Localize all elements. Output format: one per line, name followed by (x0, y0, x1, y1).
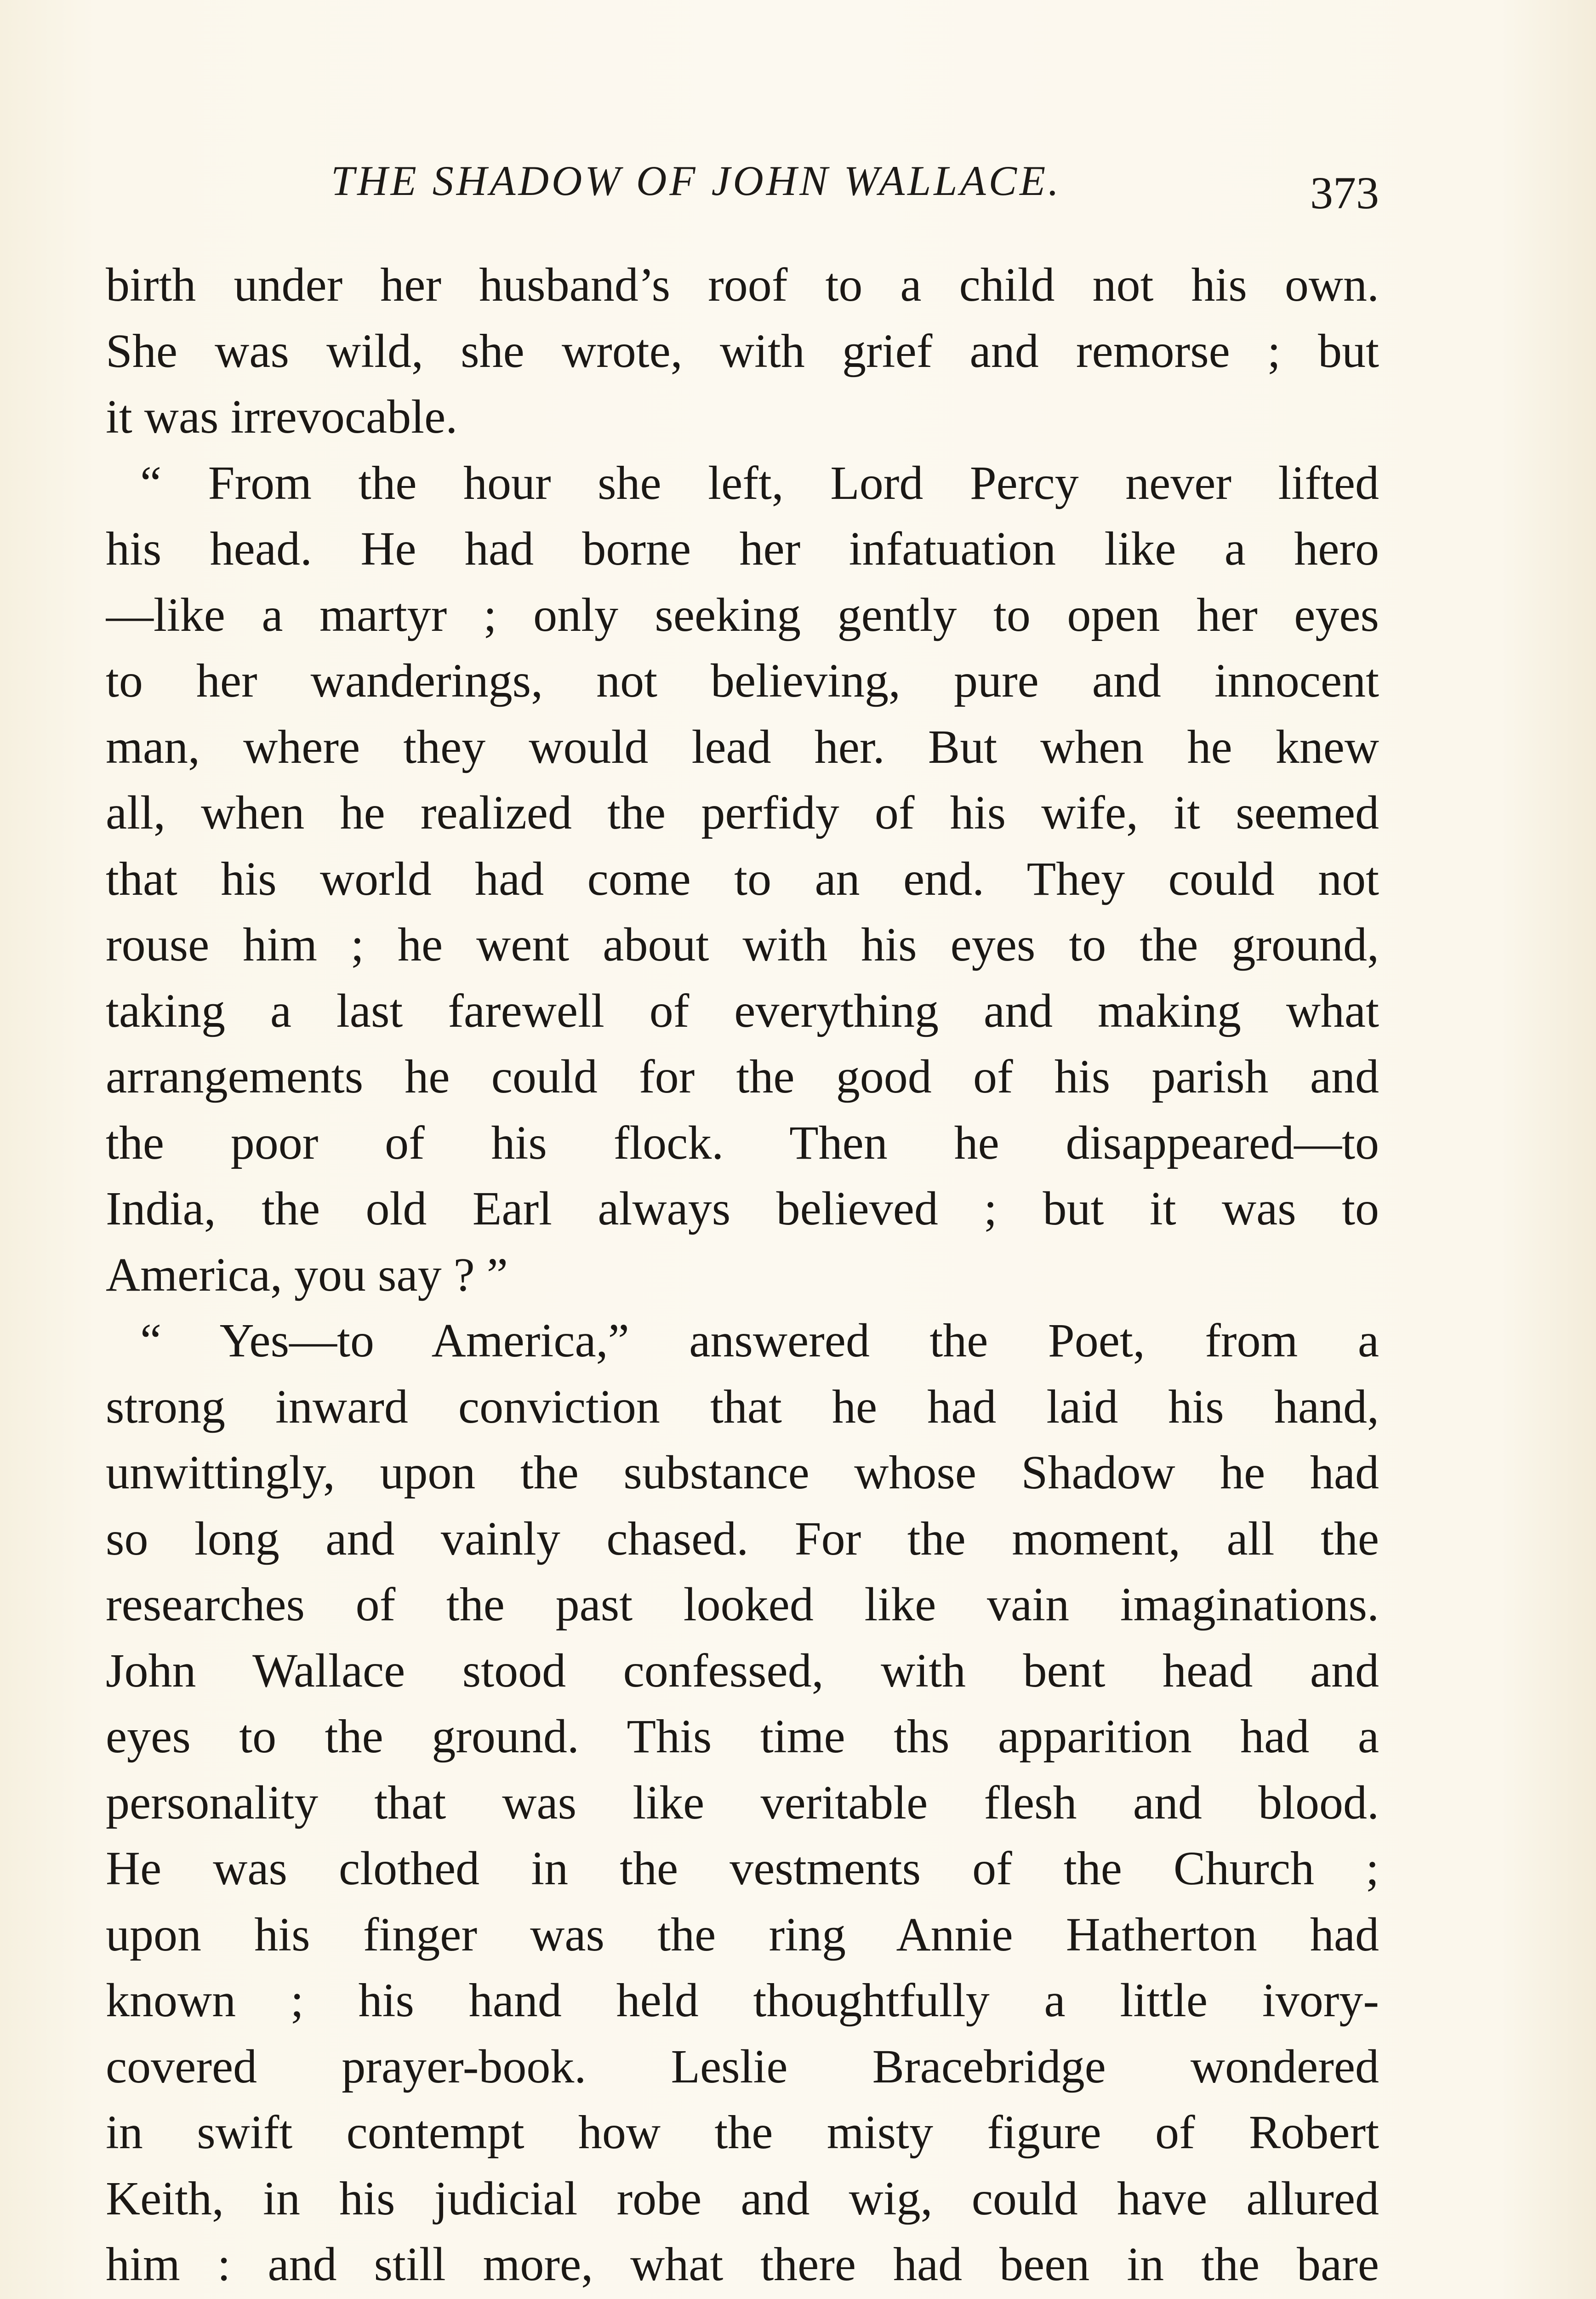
text-line: all, when he realized the perfidy of his wife, it seemed (106, 786, 1379, 839)
text-line: unwittingly, upon the substance whose Shadow he had (106, 1446, 1379, 1499)
text-line: eyes to the ground. This time ths apparition had a (106, 1710, 1379, 1763)
text-line: that his world had come to an end. They could not (106, 852, 1379, 905)
text-line: the poor of his flock. Then he disappeared—to (106, 1116, 1379, 1169)
text-line: India, the old Earl always believed ; but it was to (106, 1182, 1379, 1235)
text-line: John Wallace stood confessed, with bent head and (106, 1644, 1379, 1697)
text-line: man, where they would lead her. But when he knew (106, 720, 1379, 773)
text-line: researches of the past looked like vain imaginations. (106, 1578, 1379, 1631)
text-line: —like a martyr ; only seeking gently to open her eyes (106, 588, 1379, 641)
page-number: 373 (1310, 167, 1379, 218)
text-line: strong inward conviction that he had laid his hand, (106, 1380, 1379, 1433)
text-line: so long and vainly chased. For the moment, all the (106, 1512, 1379, 1565)
text-line: birth under her husband’s roof to a child not his own. (106, 258, 1379, 311)
text-line: it was irrevocable. (106, 390, 458, 443)
text-line: America, you say ? ” (106, 1248, 508, 1301)
text-line: upon his finger was the ring Annie Hatherton had (106, 1908, 1379, 1961)
text-line: in swift contempt how the misty figure of Robert (106, 2106, 1379, 2159)
text-line: “ From the hour she left, Lord Percy never lifted (140, 456, 1379, 509)
text-line: She was wild, she wrote, with grief and remorse ; but (106, 324, 1379, 377)
text-line: He was clothed in the vestments of the Church ; (106, 1842, 1379, 1895)
text-line: known ; his hand held thoughtfully a little ivory- (106, 1974, 1379, 2027)
text-line: rouse him ; he went about with his eyes to the ground, (106, 918, 1379, 971)
text-line: arrangements he could for the good of his parish and (106, 1050, 1379, 1103)
text-line: Keith, in his judicial robe and wig, could have allured (106, 2172, 1379, 2225)
text-line: to her wanderings, not believing, pure and innocent (106, 654, 1379, 707)
text-line: “ Yes—to America,” answered the Poet, from a (140, 1314, 1379, 1367)
body-text (106, 252, 1379, 2298)
text-line: personality that was like veritable flesh and blood. (106, 1776, 1379, 1829)
text-line: covered prayer-book. Leslie Bracebridge wondered (106, 2040, 1379, 2093)
running-head (106, 156, 1379, 221)
running-title: THE SHADOW OF JOHN WALLACE. (331, 157, 1062, 204)
text-line: taking a last farewell of everything and making what (106, 984, 1379, 1037)
text-line: his head. He had borne her infatuation like a hero (106, 522, 1379, 575)
text-line: him : and still more, what there had been in the bare (106, 2238, 1379, 2291)
